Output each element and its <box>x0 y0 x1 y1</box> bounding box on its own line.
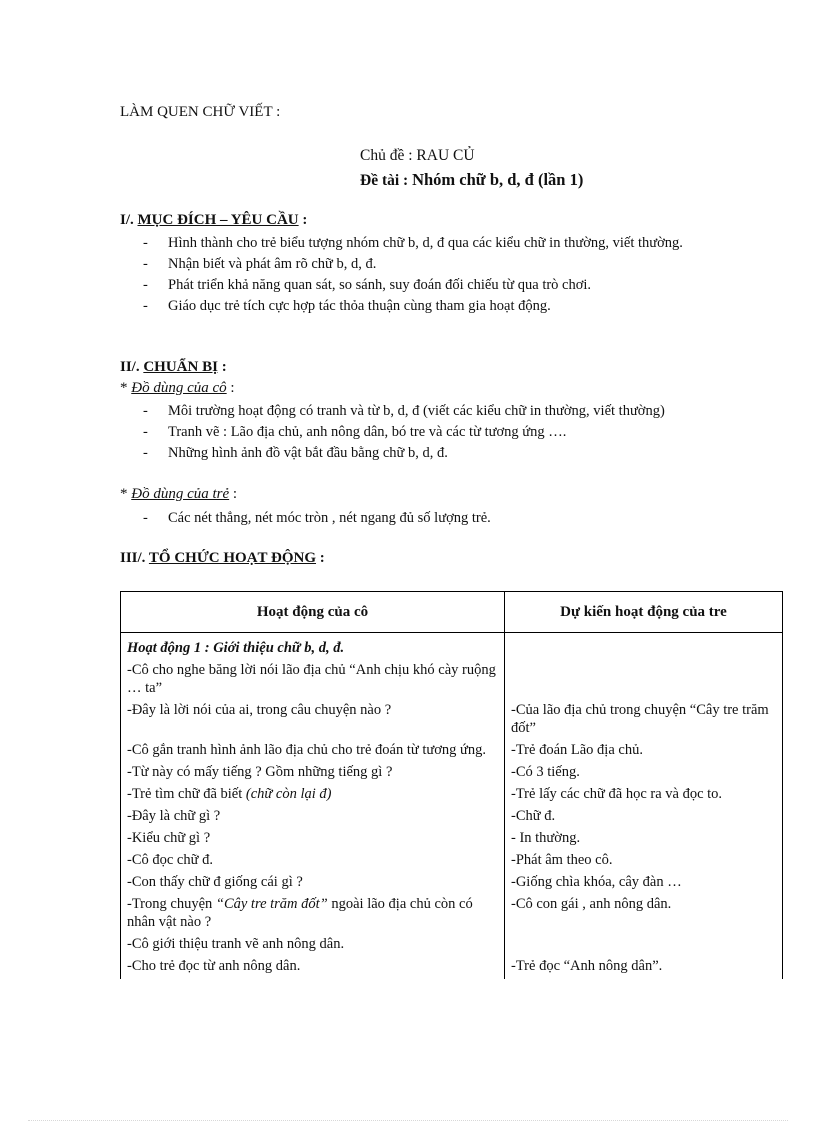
table-row <box>121 697 783 737</box>
section-2-number: II/. <box>120 359 144 375</box>
table-row <box>121 825 783 847</box>
teacher-cell: -Đây là lời nói của ai, trong câu chuyện nào ? <box>121 697 505 737</box>
teacher-materials-title: Đồ dùng của cô <box>131 380 227 396</box>
table-row <box>121 737 783 759</box>
subject-line <box>360 170 583 190</box>
teacher-cell <box>121 781 505 803</box>
table-row <box>121 657 783 697</box>
table-row <box>121 803 783 825</box>
activity-title <box>121 633 505 658</box>
topic-line <box>360 147 475 165</box>
teacher-text: -Trong chuyện <box>127 896 216 912</box>
teacher-text-after: ngoài lão địa chủ còn có nhân vật nào ? <box>127 896 473 930</box>
section-3-number: III/. <box>120 550 149 566</box>
teacher-cell <box>121 891 505 931</box>
list-item: - Những hình ảnh đồ vật bắt đầu bằng chữ b, d, đ. <box>143 443 703 464</box>
teacher-cell: -Cô đọc chữ đ. <box>121 847 505 869</box>
subject-label: Đề tài : <box>360 172 413 189</box>
table-row <box>121 633 783 658</box>
page-bottom-divider <box>28 1120 788 1121</box>
child-cell <box>505 931 783 953</box>
child-materials-list <box>143 508 703 529</box>
table-row <box>121 953 783 979</box>
child-column-header: Dự kiến hoạt động của tre <box>505 592 783 633</box>
child-cell: - In thường. <box>505 825 783 847</box>
table-cell <box>505 633 783 658</box>
topic-value: RAU CỦ <box>416 147 475 164</box>
activity-title-text: Hoạt động 1 : Giới thiệu chữ b, d, đ. <box>127 640 345 656</box>
teacher-text: -Trẻ tìm chữ đã biết <box>127 786 246 802</box>
subject-value: Nhóm chữ b, d, đ (lần 1) <box>412 170 584 189</box>
list-item: - Tranh vẽ : Lão địa chủ, anh nông dân, bó tre và các từ tương ứng …. <box>143 422 703 443</box>
teacher-column-header: Hoạt động của cô <box>121 592 505 633</box>
child-materials-colon: : <box>229 486 238 502</box>
activity-table <box>120 591 783 979</box>
section-2-title: CHUẨN BỊ <box>143 359 218 375</box>
child-cell: -Trẻ lấy các chữ đã học ra và đọc to. <box>505 781 783 803</box>
table-header-row <box>121 592 783 633</box>
topic-label: Chủ đề : <box>360 147 417 164</box>
child-cell: -Phát âm theo cô. <box>505 847 783 869</box>
table-row <box>121 759 783 781</box>
lesson-heading: LÀM QUEN CHỮ VIẾT : <box>120 104 281 120</box>
teacher-cell: -Cô gắn tranh hình ảnh lão địa chủ cho trẻ đoán từ tương ứng. <box>121 737 505 759</box>
child-cell: -Cô con gái , anh nông dân. <box>505 891 783 931</box>
table-row <box>121 781 783 803</box>
table-row <box>121 891 783 931</box>
teacher-cell: -Kiểu chữ gì ? <box>121 825 505 847</box>
list-item: - Nhận biết và phát âm rõ chữ b, d, đ. <box>143 254 703 275</box>
list-item: - Hình thành cho trẻ biểu tượng nhóm chữ b, d, đ qua các kiểu chữ in thường, viết thường. <box>143 233 703 254</box>
table-row <box>121 869 783 891</box>
list-item: - Phát triển khả năng quan sát, so sánh, suy đoán đối chiếu từ qua trò chơi. <box>143 275 703 296</box>
list-item: - Các nét thẳng, nét móc tròn , nét ngang đủ số lượng trẻ. <box>143 508 703 529</box>
list-item: - Giáo dục trẻ tích cực hợp tác thỏa thuận cùng tham gia hoạt động. <box>143 296 703 317</box>
section-1-title: MỤC ĐÍCH – YÊU CẦU <box>137 212 299 228</box>
child-cell: -Trẻ đoán Lão địa chủ. <box>505 737 783 759</box>
teacher-materials-label: * Đồ dùng của cô : <box>120 380 235 396</box>
child-cell: -Có 3 tiếng. <box>505 759 783 781</box>
section-1-heading <box>120 212 307 229</box>
child-cell: -Trẻ đọc “Anh nông dân”. <box>505 953 783 979</box>
child-materials-label: * Đồ dùng của trẻ : <box>120 486 238 502</box>
teacher-cell: -Cho trẻ đọc từ anh nông dân. <box>121 953 505 979</box>
teacher-materials-colon: : <box>226 380 235 396</box>
list-item: - Môi trường hoạt động có tranh và từ b, d, đ (viết các kiểu chữ in thường, viết thường) <box>143 401 703 422</box>
child-cell <box>505 657 783 697</box>
teacher-cell: -Từ này có mấy tiếng ? Gồm những tiếng gì ? <box>121 759 505 781</box>
teacher-cell: -Đây là chữ gì ? <box>121 803 505 825</box>
child-cell: -Của lão địa chủ trong chuyện “Cây tre trăm đốt” <box>505 697 783 737</box>
table-row <box>121 931 783 953</box>
teacher-italic-text: “Cây tre trăm đốt” <box>215 896 328 912</box>
section-1-number: I/. <box>120 212 138 228</box>
child-cell: -Giống chìa khóa, cây đàn … <box>505 869 783 891</box>
teacher-italic-text: (chữ còn lại đ) <box>245 786 332 802</box>
teacher-cell: -Cô giới thiệu tranh vẽ anh nông dân. <box>121 931 505 953</box>
section-3-title: TỔ CHỨC HOẠT ĐỘNG <box>148 550 317 566</box>
section-3-colon: : <box>316 550 325 566</box>
section-1-list <box>143 233 703 317</box>
child-materials-title: Đồ dùng của trẻ <box>131 486 230 502</box>
section-1-colon: : <box>298 212 308 228</box>
section-2-heading <box>120 359 227 376</box>
section-3-heading <box>120 550 325 567</box>
section-2-colon: : <box>217 359 227 375</box>
teacher-cell: -Cô cho nghe băng lời nói lão địa chủ “Anh chịu khó cày ruộng … ta” <box>121 657 505 697</box>
table-row <box>121 847 783 869</box>
teacher-materials-list <box>143 401 703 464</box>
child-cell: -Chữ đ. <box>505 803 783 825</box>
teacher-cell: -Con thấy chữ đ giống cái gì ? <box>121 869 505 891</box>
